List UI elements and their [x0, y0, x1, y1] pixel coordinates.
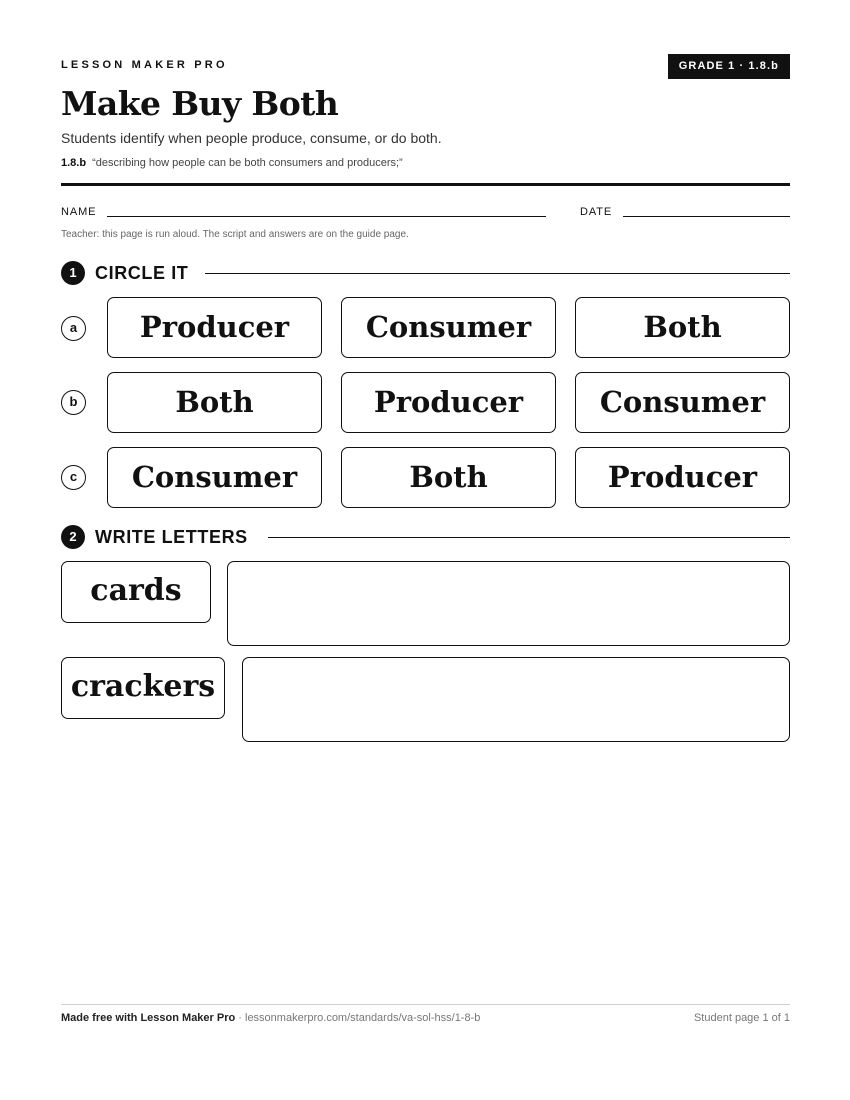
- row-letter-b: b: [61, 390, 86, 415]
- grade-badge: GRADE 1 · 1.8.b: [668, 54, 790, 79]
- section-number-badge: 2: [61, 525, 85, 549]
- section-divider: [205, 273, 790, 274]
- option-producer[interactable]: Producer: [575, 447, 790, 508]
- letters-answer-box[interactable]: [227, 561, 790, 646]
- section-write-letters: [61, 524, 790, 550]
- option-producer[interactable]: Producer: [107, 297, 322, 358]
- name-field[interactable]: [107, 216, 546, 217]
- standard-code: 1.8.b: [61, 157, 87, 169]
- section-number-badge: 1: [61, 261, 85, 285]
- standard-text: “describing how people can be both consumers and producers;”: [92, 157, 403, 169]
- footer-separator: ·: [235, 1012, 245, 1024]
- option-consumer[interactable]: Consumer: [575, 372, 790, 433]
- row-letter-c: c: [61, 465, 86, 490]
- footer-url[interactable]: lessonmakerpro.com/standards/va-sol-hss/1-8-b: [245, 1012, 481, 1024]
- section-title: WRITE LETTERS: [95, 527, 248, 547]
- row-letter-a: a: [61, 316, 86, 341]
- brand-name: LESSON MAKER PRO: [61, 59, 228, 71]
- date-field[interactable]: [623, 216, 790, 217]
- option-both[interactable]: Both: [107, 372, 322, 433]
- footer-divider: [61, 1004, 790, 1005]
- word-card: crackers: [61, 657, 225, 719]
- standard-line: [61, 157, 403, 169]
- word-card: cards: [61, 561, 211, 623]
- letters-answer-box[interactable]: [242, 657, 790, 742]
- teacher-note: Teacher: this page is run aloud. The script and answers are on the guide page.: [61, 229, 409, 240]
- page-title: Make Buy Both: [61, 84, 339, 123]
- footer-page-number: Student page 1 of 1: [693, 1012, 790, 1024]
- worksheet-page: [61, 0, 790, 1100]
- option-both[interactable]: Both: [341, 447, 556, 508]
- option-consumer[interactable]: Consumer: [107, 447, 322, 508]
- option-both[interactable]: Both: [575, 297, 790, 358]
- footer-credit: [61, 1012, 480, 1024]
- option-producer[interactable]: Producer: [341, 372, 556, 433]
- section-circle-it: [61, 260, 790, 286]
- page-subtitle: Students identify when people produce, consume, or do both.: [61, 130, 442, 146]
- section-title: CIRCLE IT: [95, 263, 189, 283]
- name-label: NAME: [61, 206, 97, 218]
- footer-made-with: Made free with Lesson Maker Pro: [61, 1012, 236, 1024]
- section-divider: [268, 537, 790, 538]
- option-consumer[interactable]: Consumer: [341, 297, 556, 358]
- date-label: DATE: [580, 206, 613, 218]
- header-divider: [61, 183, 790, 186]
